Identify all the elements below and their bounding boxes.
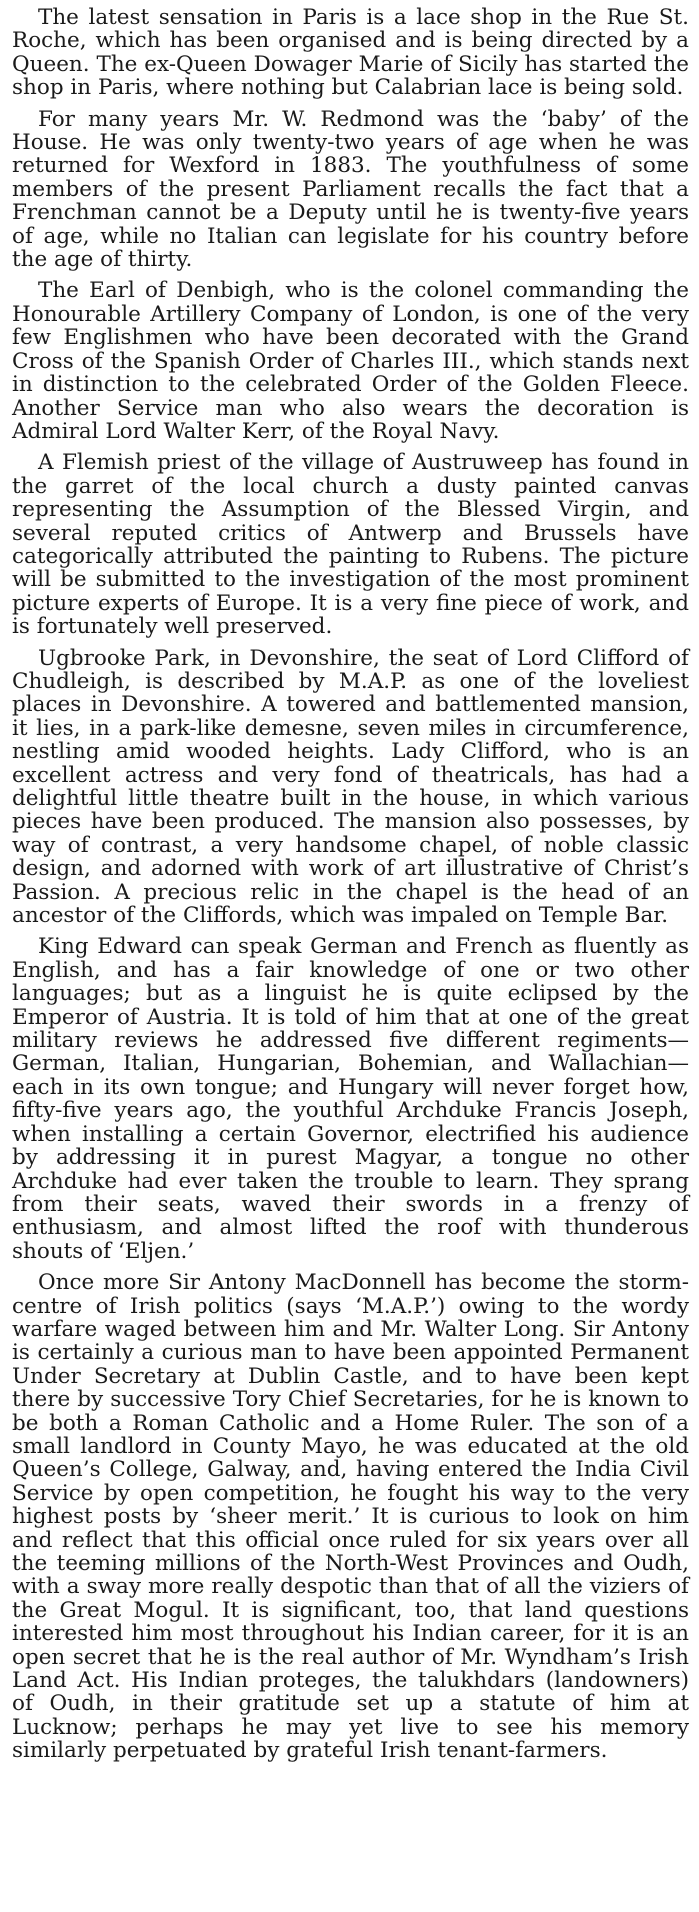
paragraph-earl-of-denbigh: The Earl of Denbigh, who is the colonel commanding the Honourable Artillery Company of London, is one of the very few Englishmen who have been decorated with the Grand Cross of the Spanish Order of Charles III., which stands next in distinction to the celebrated Order of the Golden Fleece. Another Service man who also wears the decoration is Admiral Lord Walter Kerr, of the Royal Navy. <box>12 278 689 444</box>
paragraph-flemish-priest: A Flemish priest of the village of Austruweep has found in the garret of the local church a dusty painted canvas representing the Assumption of the Blessed Virgin, and several reputed critics of Antwerp and Brussels have categorically attributed the painting to Rubens. The picture will be submitted to the investigation of the most prominent picture experts of Europe. It is a very fine piece of work, and is fortunately well preserved. <box>12 450 689 640</box>
paragraph-redmond: For many years Mr. W. Redmond was the ‘baby’ of the House. He was only twenty-two years of age when he was returned for Wexford in 1883. The youthfulness of some members of the present Parliament recalls the fact that a Frenchman cannot be a Deputy until he is twenty-five years of age, while no Italian can legislate for his country before the age of thirty. <box>12 106 689 273</box>
paragraph-king-edward: King Edward can speak German and French as fluently as English, and has a fair knowledge of one or two other languages; but as a linguist he is quite eclipsed by the Emperor of Austria. It is told of him that at one of the great military reviews he addressed five different regiments—German, Italian, Hungarian, Bohemian, and Wallachian—each in its own tongue; and Hungary will never forget how, fifty-five years ago, the youthful Archduke Francis Joseph, when installing a certain Governor, electrified his audience by addressing it in purest Magyar, a tongue no other Archduke had ever taken the trouble to learn. They sprang from their seats, waved their swords in a frenzy of enthusiasm, and almost lifted the roof with thunderous shouts of ‘Eljen.’ <box>12 934 689 1264</box>
paragraph-macdonnell: Once more Sir Antony MacDonnell has become the storm-centre of Irish politics (says ‘M.A.P.’) owing to the wordy warfare waged between him and Mr. Walter Long. Sir Antony is certainly a curious man to have been appointed Permanent Under Secretary at Dublin Castle, and to have been kept there by successive Tory Chief Secretaries, for he is known to be both a Roman Catholic and a Home Ruler. The son of a small landlord in County Mayo, he was educated at the old Queen’s College, Galway, and, having entered the India Civil Service by open competition, he fought his way to the very highest posts by ‘sheer merit.’ It is curious to look on him and reflect that this official once ruled for six years over all the teeming millions of the North-West Provinces and Oudh, with a sway more really despotic than that of all the viziers of the Great Mogul. It is significant, too, that land questions interested him most throughout his Indian career, for it is an open secret that he is the real author of Mr. Wyndham’s Irish Land Act. His Indian proteges, the talukhdars (landowners) of Oudh, in their gratitude set up a statute of him at Lucknow; perhaps he may yet live to see his memory similarly perpetuated by grateful Irish tenant-farmers. <box>12 1270 689 1764</box>
paragraph-lace-shop: The latest sensation in Paris is a lace shop in the Rue St. Roche, which has been organised and is being directed by a Queen. The ex-Queen Dowager Marie of Sicily has started the shop in Paris, where nothing but Calabrian lace is being sold. <box>12 5 689 101</box>
paragraph-ugbrooke-park: Ugbrooke Park, in Devonshire, the seat of Lord Clifford of Chudleigh, is described by M.A.P. as one of the loveliest places in Devonshire. A towered and battlemented mansion, it lies, in a park-like demesne, seven miles in circumference, nestling amid wooded heights. Lady Clifford, who is an excellent actress and very fond of theatricals, has had a delightful little theatre built in the house, in which various pieces have been produced. The mansion also possesses, by way of contrast, a very handsome chapel, of noble classic design, and adorned with work of art illustrative of Christ’s Passion. A precious relic in the chapel is the head of an ancestor of the Cliffords, which was impaled on Temple Bar. <box>12 645 689 929</box>
